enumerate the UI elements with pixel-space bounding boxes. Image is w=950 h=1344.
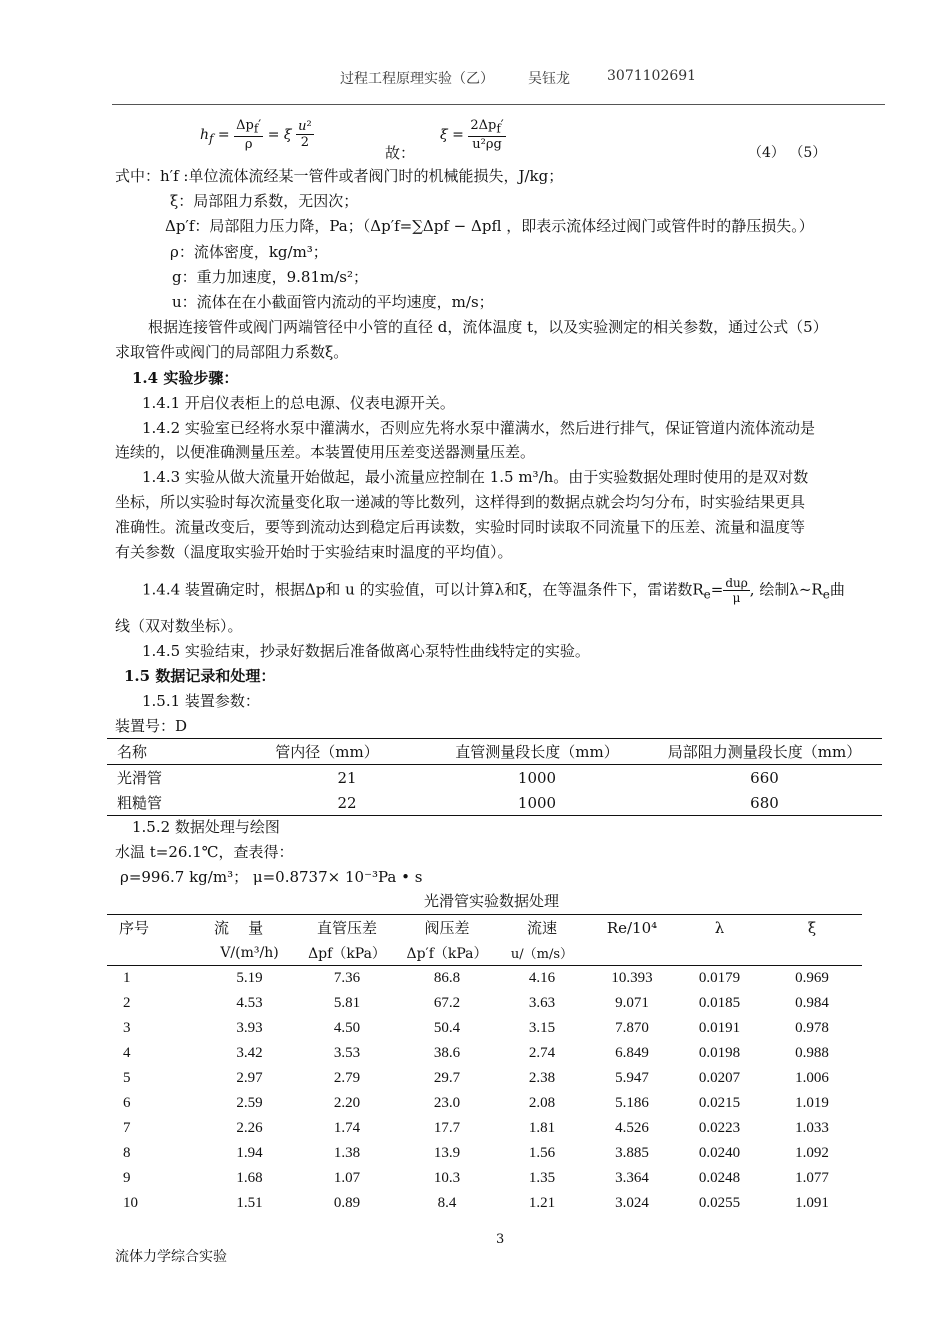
table-row (107, 1041, 862, 1066)
cell: 5.947 (615, 1070, 649, 1086)
cell: 1000 (517, 793, 557, 812)
cell: 21 (337, 768, 357, 787)
cell: 3.024 (615, 1195, 649, 1211)
cell: 1.07 (333, 1170, 361, 1186)
cell: 0.0185 (698, 995, 741, 1011)
cell: 4.16 (528, 970, 556, 986)
section-1-4-heading: 1.4 实验步骤： (132, 369, 239, 387)
step-1-4-2b: 连续的，以便准确测量压差。本装置使用压差变送器测量压差。 (115, 443, 536, 461)
cell: 2.79 (333, 1070, 361, 1086)
header-cell (762, 940, 862, 966)
step-1-4-3d: 有关参数（温度取实验开始时于实验结束时温度的平均值）。 (115, 543, 513, 561)
fluid-properties: ρ=996.7 kg/m³； μ=0.8737× 10⁻³Pa • s (120, 868, 423, 886)
cell: 3.53 (333, 1045, 361, 1061)
step-1-4-4a: 1.4.4 装置确定时，根据Δp和 u 的实验值，可以计算λ和ξ，在等温条件下，雷诺数$R_e=$ $\frac{\text{duρ}}{\mu}$ , 绘制$\lambda\sim R_e$曲 (142, 576, 845, 605)
cell: 10.3 (433, 1170, 461, 1186)
sub-1-5-2: 1.5.2 数据处理与绘图 (132, 818, 280, 836)
header-cell (107, 940, 202, 966)
cell: 67.2 (433, 995, 461, 1011)
cell: 1.94 (236, 1145, 263, 1161)
table-row (107, 1191, 862, 1216)
cell: 0.0223 (698, 1120, 741, 1136)
cell: 10 (123, 1195, 138, 1211)
cell: 1.68 (236, 1170, 263, 1186)
formula-therefore: 故： (385, 144, 416, 162)
table-row (107, 790, 882, 816)
cell: 7.870 (615, 1020, 649, 1036)
equation-numbers: （4） （5） (748, 145, 827, 161)
header-cell: Δp′f（kPa） (406, 945, 488, 962)
header-cell: ξ (807, 918, 817, 937)
step-1-4-3b: 坐标，所以实验时每次流量变化取一递减的等比数列，这样得到的数据点就会均匀分布，时实验结果更具 (115, 493, 806, 511)
cell: 5 (123, 1070, 131, 1086)
col-diameter: 管内径（mm） (275, 743, 379, 761)
cell: 23.0 (433, 1095, 461, 1111)
cell: 7 (123, 1120, 131, 1136)
cell: 0.0198 (698, 1045, 741, 1061)
table-row (107, 1016, 862, 1041)
cell: 0.969 (795, 970, 829, 986)
cell: 13.9 (433, 1145, 461, 1161)
cell: 680 (750, 793, 779, 812)
col-local-length: 局部阻力测量段长度（mm） (667, 743, 862, 761)
cell: 86.8 (433, 970, 461, 986)
cell: 0.988 (795, 1045, 829, 1061)
cell: 3.885 (615, 1145, 649, 1161)
cell: 0.0215 (698, 1095, 741, 1111)
cell: 7.36 (333, 970, 361, 986)
cell: 3.15 (528, 1020, 556, 1036)
cell: 1.006 (795, 1070, 829, 1086)
cell: 2.20 (333, 1095, 361, 1111)
table-row (107, 1091, 862, 1116)
header-cell: Δpf（kPa） (308, 945, 386, 962)
formula-hf: $h_f$ = $\frac{\Delta p_f'}{\rho}$ = ξ $\frac{\text{u²}}{2}$ (200, 118, 312, 152)
water-temperature: 水温 t=26.1℃，查表得： (115, 843, 294, 861)
cell: 0.0248 (698, 1170, 741, 1186)
table-row (107, 1141, 862, 1166)
cell: 2.59 (236, 1095, 263, 1111)
cell: 1.74 (333, 1120, 361, 1136)
header-title: 过程工程原理实验（乙） (340, 71, 494, 87)
cell: 2.74 (528, 1045, 556, 1061)
col-name: 名称 (117, 743, 148, 761)
step-1-4-5: 1.4.5 实验结束，抄录好数据后准备做离心泵特性曲线特定的实验。 (142, 642, 590, 660)
cell: 38.6 (433, 1045, 461, 1061)
header-cell: 序号 (119, 919, 150, 937)
cell: 10.393 (611, 970, 653, 986)
table-row (107, 1166, 862, 1191)
cell: 17.7 (433, 1120, 461, 1136)
cell: 3.63 (528, 995, 556, 1011)
cell: 3.93 (236, 1020, 263, 1036)
cell: 光滑管 (117, 769, 163, 787)
def-rho: ρ：流体密度，kg/m³； (170, 243, 328, 261)
step-1-4-4b: 线（双对数坐标）。 (115, 617, 243, 635)
cell: 9 (123, 1170, 131, 1186)
cell: 0.978 (795, 1020, 829, 1036)
def-g: g：重力加速度，9.81m/s²； (172, 268, 368, 286)
para-1b: 求取管件或阀门的局部阻力系数ξ。 (115, 343, 349, 361)
cell: 3.42 (236, 1045, 263, 1061)
def-dpf: Δp′f：局部阻力压力降，Pa；（Δp′f=∑Δpf − Δpfl ，即表示流体经过阀门或管件时的静压损失。） (165, 217, 814, 235)
cell: 6 (123, 1095, 131, 1111)
cell: 粗糙管 (117, 794, 163, 812)
header-cell: 流速 (526, 919, 557, 937)
header-cell: 阀压差 (424, 919, 470, 937)
cell: 1000 (517, 768, 557, 787)
header-student-id: 3071102691 (607, 68, 697, 84)
step-1-4-2a: 1.4.2 实验室已经将水泵中灌满水，否则应先将水泵中灌满水，然后进行排气，保证管道内流体流动是 (142, 419, 815, 437)
header-cell: u/（m/s） (510, 947, 574, 962)
cell: 1.35 (528, 1170, 556, 1186)
page-number: 3 (496, 1232, 505, 1247)
cell: 1.077 (795, 1170, 829, 1186)
cell: 4 (123, 1045, 131, 1061)
footer-text: 流体力学综合实验 (115, 1249, 227, 1265)
table-header-row (107, 739, 882, 765)
cell: 1.033 (795, 1120, 829, 1136)
cell: 0.89 (333, 1195, 361, 1211)
cell: 3 (123, 1020, 131, 1036)
def-hf: 式中：h′f :单位流体流经某一管件或者阀门时的机械能损失，J/kg； (115, 167, 564, 185)
cell: 660 (750, 768, 779, 787)
step-1-4-3c: 准确性。流量改变后，要等到流动达到稳定后再读数，实验时同时读取不同流量下的压差、流量和温度等 (115, 518, 806, 536)
table-row (107, 765, 882, 791)
table-2-title: 光滑管实验数据处理 (424, 892, 560, 910)
cell: 0.0179 (698, 970, 741, 986)
cell: 0.0240 (698, 1145, 741, 1161)
cell: 1.019 (795, 1095, 829, 1111)
header-cell (587, 940, 677, 966)
table-header-row-2 (107, 940, 862, 966)
cell: 1.092 (795, 1145, 829, 1161)
cell: 22 (337, 793, 357, 812)
cell: 1 (123, 970, 131, 986)
cell: 4.50 (333, 1020, 361, 1036)
table-row (107, 1116, 862, 1141)
table-row (107, 966, 862, 992)
cell: 1.091 (795, 1195, 829, 1211)
header-author: 吴钰龙 (528, 71, 570, 87)
table-row (107, 991, 862, 1016)
cell: 1.38 (333, 1145, 361, 1161)
cell: 2.08 (528, 1095, 556, 1111)
header-rule (112, 104, 885, 105)
header-cell: 直管压差 (316, 919, 377, 937)
header-cell: Re/10⁴ (606, 918, 658, 937)
step-1-4-3a: 1.4.3 实验从做大流量开始做起，最小流量应控制在 1.5 m³/h。由于实验数据处理时使用的是双对数 (142, 468, 809, 486)
cell: 6.849 (615, 1045, 649, 1061)
step-1-4-1: 1.4.1 开启仪表柜上的总电源、仪表电源开关。 (142, 394, 455, 412)
sub-1-5-1: 1.5.1 装置参数： (142, 692, 260, 710)
cell: 2.97 (236, 1070, 263, 1086)
def-xi: ξ：局部阻力系数，无因次； (170, 192, 359, 210)
header-cell (677, 940, 762, 966)
cell: 1.56 (528, 1145, 556, 1161)
cell: 0.0255 (698, 1195, 741, 1211)
smooth-pipe-data-table (107, 914, 862, 1216)
table-row (107, 1066, 862, 1091)
cell: 5.186 (615, 1095, 649, 1111)
section-1-5-heading: 1.5 数据记录和处理： (124, 667, 276, 685)
table-header-row (107, 915, 862, 941)
cell: 8 (123, 1145, 131, 1161)
cell: 50.4 (433, 1020, 461, 1036)
cell: 4.526 (615, 1120, 649, 1136)
cell: 29.7 (433, 1070, 461, 1086)
cell: 3.364 (615, 1170, 649, 1186)
cell: 5.81 (333, 995, 361, 1011)
col-straight-length: 直管测量段长度（mm） (455, 743, 619, 761)
cell: 1.51 (236, 1195, 263, 1211)
cell: 9.071 (615, 995, 649, 1011)
cell: 1.21 (528, 1195, 556, 1211)
cell: 2 (123, 995, 131, 1011)
cell: 4.53 (236, 995, 263, 1011)
cell: 8.4 (437, 1195, 457, 1211)
cell: 2.26 (236, 1120, 263, 1136)
cell: 0.0191 (698, 1020, 741, 1036)
device-number: 装置号：D (115, 717, 188, 735)
def-u: u：流体在在小截面管内流动的平均速度，m/s； (172, 293, 494, 311)
device-params-table (107, 738, 882, 816)
para-1a: 根据连接管件或阀门两端管径中小管的直径 d，流体温度 t，以及实验测定的相关参数，通过公式（5） (148, 318, 828, 336)
cell: 0.0207 (698, 1070, 741, 1086)
formula-xi: ξ = $\frac{2\Delta p_f'}{\text{u²ρg}}$ (440, 118, 504, 152)
cell: 5.19 (236, 970, 263, 986)
cell: 0.984 (795, 995, 829, 1011)
header-cell: V/(m³/h) (220, 944, 279, 961)
header-cell: 流 量 (214, 919, 264, 937)
header-cell: λ (714, 918, 725, 937)
cell: 2.38 (528, 1070, 556, 1086)
cell: 1.81 (528, 1120, 556, 1136)
